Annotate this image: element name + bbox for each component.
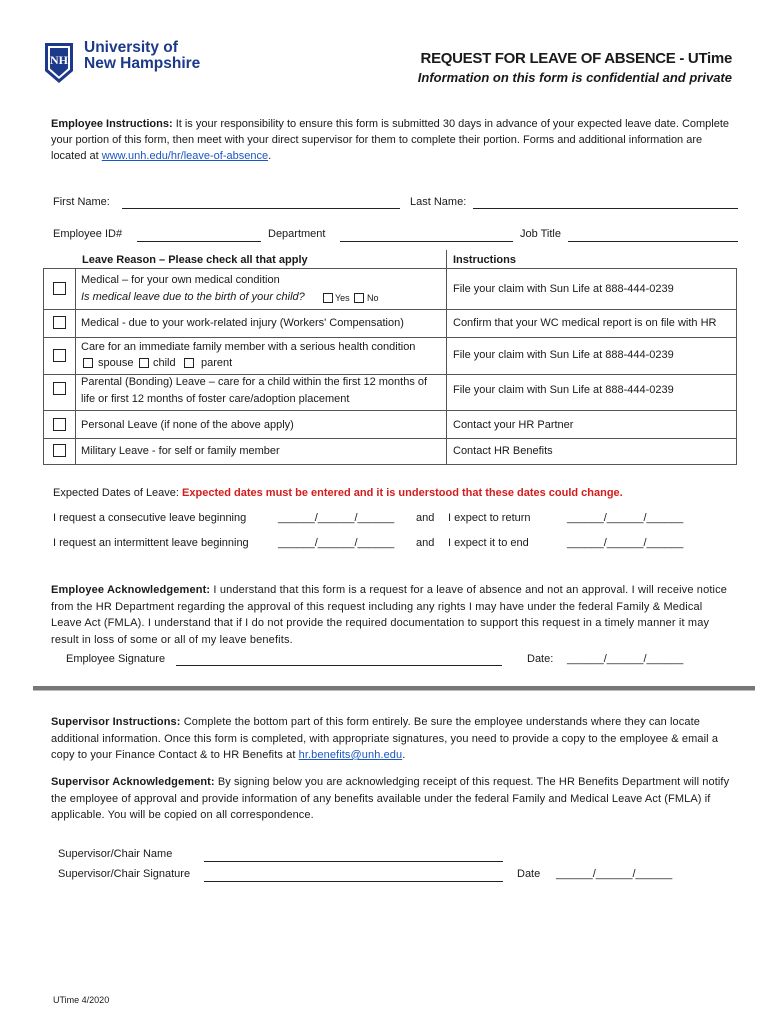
instruction-text: File your claim with Sun Life at 888-444-0239 xyxy=(453,384,674,396)
reason-text: Military Leave - for self or family member xyxy=(81,445,280,457)
supervisor-acknowledgement-text: By signing below you are acknowledging receipt of this request. The HR Benefits Department will notify the employee of approval and provide information of any benefits available under the federal Family and Medical Leave Act (FMLA) if applicable. You will be copied on all correspondence. xyxy=(51,776,730,821)
table-divider xyxy=(43,268,737,269)
employee-instructions xyxy=(51,116,731,164)
table-divider xyxy=(43,438,737,439)
intermittent-start-date[interactable]: ______/______/______ xyxy=(278,537,395,549)
logo-line2: New Hampshire xyxy=(84,55,201,72)
department-field[interactable] xyxy=(340,241,513,242)
section-separator-shadow xyxy=(33,690,755,691)
leave-of-absence-link[interactable]: www.unh.edu/hr/leave-of-absence xyxy=(101,150,269,162)
birth-yes-checkbox[interactable] xyxy=(323,293,333,303)
table-divider xyxy=(75,268,76,465)
logo-mark: NH xyxy=(50,53,68,67)
supervisor-date-label: Date xyxy=(517,868,541,880)
employee-instructions-text: It is your responsibility to ensure this form is submitted 30 days in advance of your expected leave date. Complete your portion of this form, then meet with your direct supervisor for them to complete their portion. Forms and additional information are located at xyxy=(51,118,730,162)
table-divider xyxy=(736,268,737,465)
logo-wordmark xyxy=(84,40,200,72)
form-version: UTime 4/2020 xyxy=(53,995,110,1005)
reason-text: Medical - due to your work-related injury (Workers' Compensation) xyxy=(81,317,404,329)
employee-acknowledgement-label: Employee Acknowledgement: xyxy=(51,584,211,596)
table-divider xyxy=(43,268,44,465)
first-name-field[interactable] xyxy=(122,208,400,209)
no-label: No xyxy=(367,293,379,303)
reason-text: Parental (Bonding) Leave – care for a child within the first 12 months of xyxy=(81,376,428,388)
yes-label: Yes xyxy=(335,293,350,303)
supervisor-signature-field[interactable] xyxy=(204,881,503,882)
instruction-text: Confirm that your WC medical report is on file with HR xyxy=(453,317,717,329)
and-label: and xyxy=(416,537,435,549)
and-label: and xyxy=(416,512,435,524)
supervisor-instructions-label: Supervisor Instructions: xyxy=(51,716,181,728)
supervisor-name-label: Supervisor/Chair Name xyxy=(58,848,173,860)
spouse-label: spouse xyxy=(98,357,134,369)
leave-reason-table xyxy=(43,250,737,465)
end-date[interactable]: ______/______/______ xyxy=(567,537,684,549)
supervisor-signature-label: Supervisor/Chair Signature xyxy=(58,868,191,880)
supervisor-acknowledgement xyxy=(51,774,731,824)
employee-signature-label: Employee Signature xyxy=(66,653,166,665)
table-divider xyxy=(43,464,737,465)
job-title-field[interactable] xyxy=(568,241,738,242)
supervisor-name-field[interactable] xyxy=(204,861,503,862)
department-label: Department xyxy=(268,228,326,240)
consecutive-label: I request a consecutive leave beginning xyxy=(53,512,247,524)
employee-id-field[interactable] xyxy=(137,241,261,242)
spouse-checkbox[interactable] xyxy=(83,358,93,368)
supervisor-date-field[interactable]: ______/______/______ xyxy=(556,868,673,880)
expected-dates-label: Expected Dates of Leave: xyxy=(53,487,183,499)
job-title-label: Job Title xyxy=(520,228,561,240)
parent-label: parent xyxy=(201,357,233,369)
employee-acknowledgement-text: I understand that this form is a request for a leave of absence and not an approval. I will receive notice from the HR Department regarding the approval of this request including any rights I may have under the federal Family & Medical Leave Act (FMLA). I understand that if I do not provide the required documentation to support this request in a timely manner it may result in loss of some or all of my leave benefits. xyxy=(51,584,728,646)
table-divider xyxy=(43,337,737,338)
parental-bonding-checkbox[interactable] xyxy=(53,382,66,395)
family-care-checkbox[interactable] xyxy=(53,349,66,362)
supervisor-instructions-text: Complete the bottom part of this form entirely. Be sure the employee understands where they can locate additional information. Once this form is completed, with appropriate signatures, you need to provide a copy to the employee & email a copy to your Finance Contact & to HR Benefits at xyxy=(51,716,719,761)
medical-own-checkbox[interactable] xyxy=(53,282,66,295)
end-label: I expect it to end xyxy=(448,537,529,549)
table-divider xyxy=(43,410,737,411)
instruction-text: File your claim with Sun Life at 888-444-0239 xyxy=(453,283,674,295)
return-date[interactable]: ______/______/______ xyxy=(567,512,684,524)
child-label: child xyxy=(153,357,176,369)
child-checkbox[interactable] xyxy=(139,358,149,368)
return-label: I expect to return xyxy=(448,512,531,524)
table-divider xyxy=(446,250,447,465)
birth-question: Is medical leave due to the birth of your child? xyxy=(81,291,305,303)
instruction-text: Contact your HR Partner xyxy=(453,419,574,431)
parent-checkbox[interactable] xyxy=(184,358,194,368)
supervisor-instructions-period: . xyxy=(402,749,406,761)
table-divider xyxy=(43,374,737,375)
employee-id-label: Employee ID# xyxy=(53,228,123,240)
table-divider xyxy=(43,309,737,310)
instruction-text: File your claim with Sun Life at 888-444-0239 xyxy=(453,349,674,361)
military-leave-checkbox[interactable] xyxy=(53,444,66,457)
instructions-period: . xyxy=(268,150,272,162)
employee-instructions-label: Employee Instructions: xyxy=(51,118,173,130)
employee-acknowledgement xyxy=(51,582,731,648)
employee-date-label: Date: xyxy=(527,653,554,665)
reason-text: Care for an immediate family member with a serious health condition xyxy=(81,341,416,353)
supervisor-acknowledgement-label: Supervisor Acknowledgement: xyxy=(51,776,215,788)
reason-text: Personal Leave (if none of the above apply) xyxy=(81,419,294,431)
instructions-header: Instructions xyxy=(453,254,516,266)
logo-line1: University of xyxy=(84,39,178,56)
form-subtitle: Information on this form is confidential and private xyxy=(417,70,732,85)
consecutive-start-date[interactable]: ______/______/______ xyxy=(278,512,395,524)
workers-comp-checkbox[interactable] xyxy=(53,316,66,329)
reason-text: Medical – for your own medical condition xyxy=(81,274,280,286)
hr-benefits-email-link[interactable]: hr.benefits@unh.edu xyxy=(298,749,403,761)
supervisor-instructions xyxy=(51,714,731,764)
expected-dates-warning: Expected dates must be entered and it is understood that these dates could change. xyxy=(182,487,623,499)
birth-no-checkbox[interactable] xyxy=(354,293,364,303)
last-name-field[interactable] xyxy=(473,208,738,209)
leave-reason-header: Leave Reason – Please check all that apply xyxy=(82,254,308,266)
employee-signature-field[interactable] xyxy=(176,665,502,666)
reason-text: life or first 12 months of foster care/adoption placement xyxy=(81,393,350,405)
personal-leave-checkbox[interactable] xyxy=(53,418,66,431)
expected-dates xyxy=(53,487,623,499)
intermittent-label: I request an intermittent leave beginning xyxy=(53,537,249,549)
first-name-label: First Name: xyxy=(53,196,110,208)
form-title: REQUEST FOR LEAVE OF ABSENCE - UTime xyxy=(420,50,732,67)
employee-date-field[interactable]: ______/______/______ xyxy=(567,653,684,665)
instruction-text: Contact HR Benefits xyxy=(453,445,553,457)
last-name-label: Last Name: xyxy=(410,196,467,208)
